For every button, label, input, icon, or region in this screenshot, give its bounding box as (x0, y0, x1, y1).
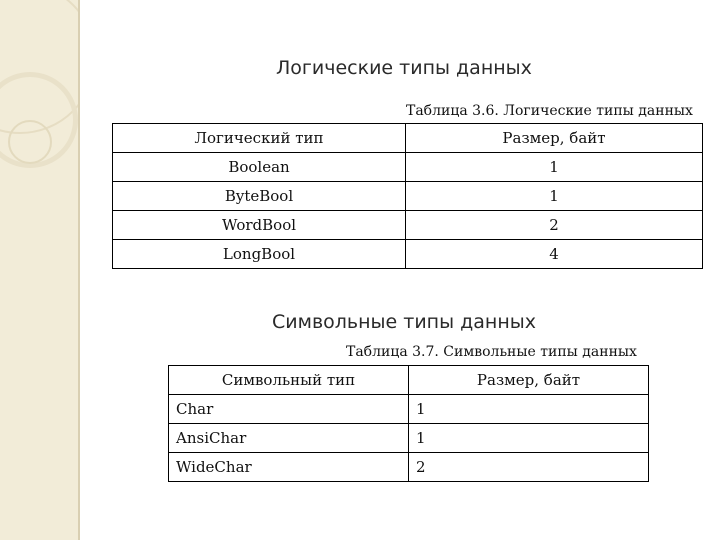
table-row (113, 240, 703, 269)
section-heading-logical: Логические типы данных (276, 57, 532, 79)
table-row (113, 182, 703, 211)
type-cell: LongBool (113, 240, 406, 269)
type-cell: Char (169, 395, 409, 424)
column-header: Логический тип (113, 124, 406, 153)
table-caption-logical: Таблица 3.6. Логические типы данных (406, 103, 693, 119)
table-row (169, 395, 649, 424)
type-cell: WideChar (169, 453, 409, 482)
size-cell: 1 (406, 153, 703, 182)
column-header: Размер, байт (406, 124, 703, 153)
sidebar-edge (78, 0, 80, 540)
decorative-sidebar (0, 0, 80, 540)
character-types-table (168, 365, 649, 482)
logical-types-table (112, 123, 703, 269)
type-cell: ByteBool (113, 182, 406, 211)
size-cell: 1 (409, 395, 649, 424)
table-row (169, 424, 649, 453)
table-caption-character: Таблица 3.7. Символьные типы данных (346, 344, 637, 360)
table-row (113, 153, 703, 182)
table-header-row (169, 366, 649, 395)
type-cell: AnsiChar (169, 424, 409, 453)
decorative-ring (8, 120, 52, 164)
table-header-row (113, 124, 703, 153)
column-header: Символьный тип (169, 366, 409, 395)
size-cell: 1 (409, 424, 649, 453)
column-header: Размер, байт (409, 366, 649, 395)
size-cell: 2 (406, 211, 703, 240)
size-cell: 1 (406, 182, 703, 211)
type-cell: WordBool (113, 211, 406, 240)
table-row (169, 453, 649, 482)
type-cell: Boolean (113, 153, 406, 182)
size-cell: 2 (409, 453, 649, 482)
section-heading-character: Символьные типы данных (272, 311, 537, 333)
table-row (113, 211, 703, 240)
size-cell: 4 (406, 240, 703, 269)
